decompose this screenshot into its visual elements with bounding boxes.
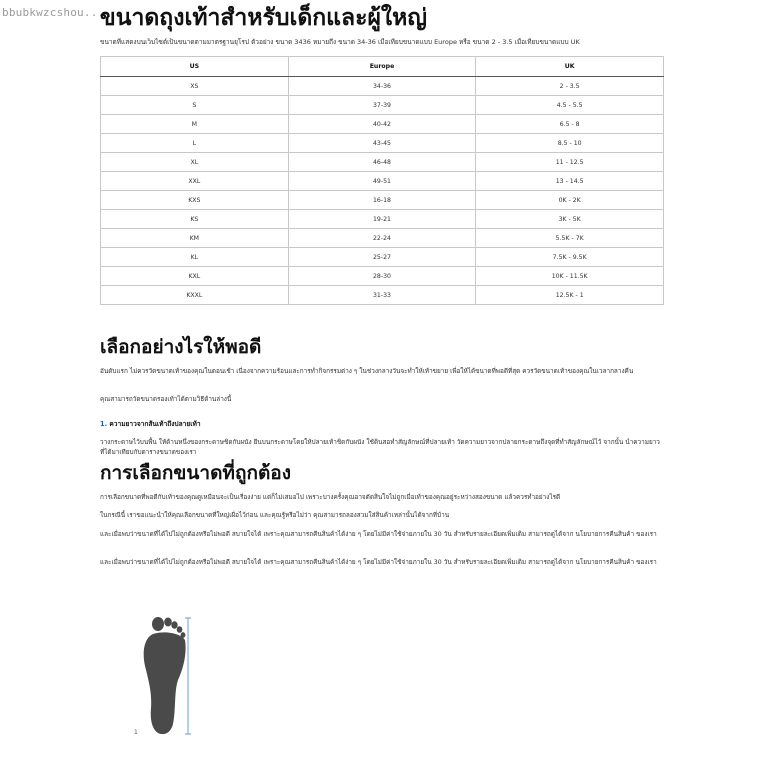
fit-paragraph-2: คุณสามารถวัดขนาดรองเท้าได้ตามวิธีด้านล่างนี้ xyxy=(100,395,232,403)
table-cell-europe: 19-21 xyxy=(288,210,476,229)
step-title xyxy=(100,420,201,429)
table-row xyxy=(101,172,664,191)
fit-paragraph-1: อันดับแรก ไม่ควรวัดขนาดเท้าของคุณในตอนเช้า เนื่องจากความร้อนและการทำกิจกรรมต่าง ๆ ในช่วงกลางวันจะทำให้เท้าขยาย เพื่อให้ได้ขนาดที่พอดีที่สุด ควรวัดขนาดเท้าของคุณในเวลากลางคืน xyxy=(100,367,634,375)
table-cell-europe: 28-30 xyxy=(288,267,476,286)
table-cell-uk: 11 - 12.5 xyxy=(476,153,664,172)
table-cell-europe: 43-45 xyxy=(288,134,476,153)
table-header-row xyxy=(101,57,664,77)
table-row xyxy=(101,210,664,229)
figure-marker-label: 1 xyxy=(134,729,138,736)
watermark: bbubkwzcshou... xyxy=(2,6,105,19)
table-cell-europe: 40-42 xyxy=(288,115,476,134)
table-row xyxy=(101,229,664,248)
table-row xyxy=(101,96,664,115)
table-cell-uk: 12.5K - 1 xyxy=(476,286,664,305)
table-row xyxy=(101,191,664,210)
table-cell-us: XS xyxy=(101,77,289,96)
fit-section-title: เลือกอย่างไรให้พอดี xyxy=(100,336,262,358)
table-cell-us: KXS xyxy=(101,191,289,210)
step-number: 1. xyxy=(100,420,108,428)
choose-paragraph-3: และเมื่อพบว่าขนาดที่ได้ไปไม่ถูกต้องหรือไม่พอดี สบายใจได้ เพราะคุณสามารถคืนสินค้าได้ง่าย ๆ โดยไม่มีค่าใช้จ่ายภายใน 30 วัน สำหรับรายละเอียดเพิ่มเติม สามารถดูได้จาก นโยบายการคืนสินค้า ของเรา xyxy=(100,530,657,538)
table-cell-europe: 25-27 xyxy=(288,248,476,267)
column-header-europe: Europe xyxy=(288,57,476,77)
table-cell-europe: 49-51 xyxy=(288,172,476,191)
table-cell-uk: 7.5K - 9.5K xyxy=(476,248,664,267)
table-cell-us: XXL xyxy=(101,172,289,191)
table-cell-uk: 6.5 - 8 xyxy=(476,115,664,134)
table-cell-uk: 3K - 5K xyxy=(476,210,664,229)
step-text: วางกระดาษไว้บนพื้น ให้ด้านหนึ่งของกระดาษชิดกับผนัง ยืนบนกระดาษโดยให้ปลายเท้าชิดกับผนัง ใช้ดินสอทำสัญลักษณ์ที่ปลายเท้า วัดความยาวจากปลายกระดาษถึงจุดที่ทำสัญลักษณ์ไว้ จากนั้น นำความยาวที่ได้มาเทียบกับตารางขนาดของเรา xyxy=(100,438,660,456)
table-cell-uk: 8.5 - 10 xyxy=(476,134,664,153)
step-title-text: ความยาวจากส้นเท้าถึงปลายเท้า xyxy=(109,420,201,428)
choose-paragraph-2: ในกรณีนี้ เราขอแนะนำให้คุณเลือกขนาดที่ใหญ่เผื่อไว้ก่อน และคุณรู้หรือไม่ว่า คุณสามารถลองสวมใส่สินค้าเหล่านั้นได้จากที่บ้าน xyxy=(100,511,450,519)
table-row xyxy=(101,77,664,96)
table-cell-uk: 13 - 14.5 xyxy=(476,172,664,191)
column-header-uk: UK xyxy=(476,57,664,77)
table-cell-europe: 46-48 xyxy=(288,153,476,172)
intro-text: ขนาดที่แสดงบนเว็บไซต์เป็นขนาดตามมาตรฐานยุโรป ตัวอย่าง ขนาด 3436 หมายถึง ขนาด 34-36 เมื่อเทียบขนาดแบบ Europe หรือ ขนาด 2 - 3.5 เมื่อเทียบขนาดแบบ UK xyxy=(100,38,580,46)
table-cell-uk: 5.5K - 7K xyxy=(476,229,664,248)
table-cell-us: XL xyxy=(101,153,289,172)
table-cell-us: KL xyxy=(101,248,289,267)
table-cell-europe: 22-24 xyxy=(288,229,476,248)
table-row xyxy=(101,286,664,305)
column-header-us: US xyxy=(101,57,289,77)
table-cell-europe: 31-33 xyxy=(288,286,476,305)
table-row xyxy=(101,267,664,286)
table-cell-uk: 4.5 - 5.5 xyxy=(476,96,664,115)
table-cell-uk: 0K - 2K xyxy=(476,191,664,210)
table-cell-us: M xyxy=(101,115,289,134)
table-cell-uk: 10K - 11.5K xyxy=(476,267,664,286)
table-row xyxy=(101,153,664,172)
page-title: ขนาดถุงเท้าสำหรับเด็กและผู้ใหญ่ xyxy=(100,5,427,31)
choose-section-title: การเลือกขนาดที่ถูกต้อง xyxy=(100,462,291,484)
table-row xyxy=(101,134,664,153)
table-cell-us: S xyxy=(101,96,289,115)
table-cell-europe: 34-36 xyxy=(288,77,476,96)
table-row xyxy=(101,248,664,267)
table-cell-europe: 37-39 xyxy=(288,96,476,115)
size-table-body xyxy=(101,77,664,305)
table-cell-us: KXXL xyxy=(101,286,289,305)
table-row xyxy=(101,115,664,134)
foot-measurement-figure xyxy=(128,612,198,742)
choose-paragraph-4: และเมื่อพบว่าขนาดที่ได้ไปไม่ถูกต้องหรือไม่พอดี สบายใจได้ เพราะคุณสามารถคืนสินค้าได้ง่าย ๆ โดยไม่มีค่าใช้จ่ายภายใน 30 วัน สำหรับรายละเอียดเพิ่มเติม สามารถดูได้จาก นโยบายการคืนสินค้า ของเรา xyxy=(100,558,657,566)
table-cell-us: KM xyxy=(101,229,289,248)
foot-icon xyxy=(128,612,198,742)
table-cell-europe: 16-18 xyxy=(288,191,476,210)
choose-paragraph-1: การเลือกขนาดที่พอดีกับเท้าของคุณดูเหมือนจะเป็นเรื่องง่าย แต่ก็ไม่เสมอไป เพราะบางครั้งคุณอาจตัดสินใจไม่ถูกเมื่อเท้าของคุณอยู่ระหว่างสองขนาด แล้วควรทำอย่างไรดี xyxy=(100,493,561,501)
size-table xyxy=(100,56,664,305)
table-cell-us: L xyxy=(101,134,289,153)
table-cell-us: KXL xyxy=(101,267,289,286)
table-cell-us: KS xyxy=(101,210,289,229)
table-cell-uk: 2 - 3.5 xyxy=(476,77,664,96)
